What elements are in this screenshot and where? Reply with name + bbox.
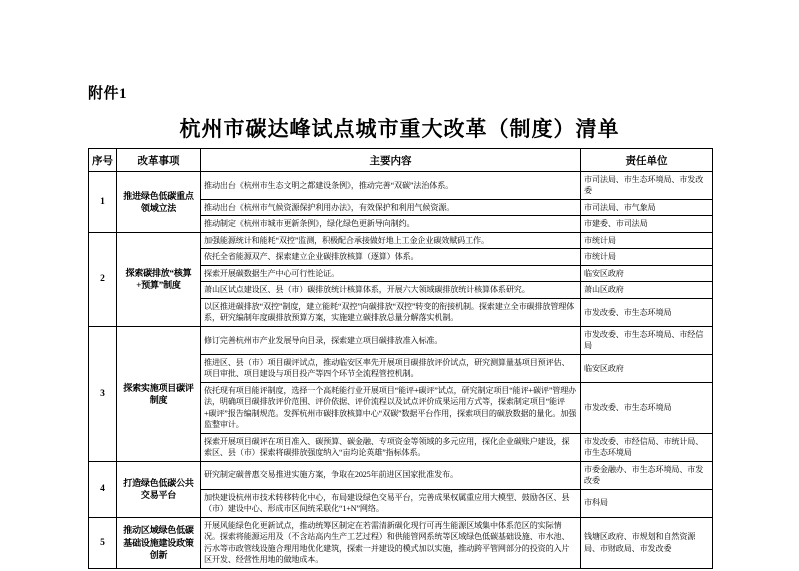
main-content-paragraph: 修订完善杭州市产业发展导向目录，探索建立项目碳排放准入标准。 — [204, 335, 443, 345]
main-content-paragraph: 探索开展碳数据生产中心可行性论证。 — [204, 268, 340, 278]
main-content-paragraph: 加强能源统计和能耗“双控”监测，积极配合承接做好地上工金企业碳效赋码工作。 — [204, 235, 489, 245]
table-row — [89, 232, 713, 248]
table-row — [89, 461, 713, 489]
main-content-paragraph: 推动出台《杭州市气候资源保护利用办法》，有效保护和利用气候资源。 — [204, 202, 455, 212]
main-content-paragraph: 萧山区试点建设区、县（市）碳排放统计核算体系，开展六大领域碳排放统计核算体系研究。 — [204, 285, 530, 295]
cell-main-content — [201, 249, 581, 265]
page-title: 杭州市碳达峰试点城市重大改革（制度）清单 — [179, 117, 620, 141]
cell-reform-item: 打造绿色低碳公共交易平台 — [117, 461, 201, 517]
table-header-row — [89, 149, 713, 172]
cell-responsible-unit — [581, 326, 713, 354]
responsible-unit-paragraph: 市发改委、市生态环境局 — [584, 307, 672, 317]
responsible-unit-paragraph: 萧山区政府 — [584, 285, 624, 295]
cell-main-content — [201, 461, 581, 489]
cell-row-number: 3 — [89, 326, 117, 461]
cell-responsible-unit — [581, 489, 713, 517]
main-content-paragraph: 依托现有项目能评制度，选择一个高耗能行业开展项目“能评+碳评”试点，研究制定项目“能评+碳评”管理办法，明确项目碳排放评价范围、评价依据、评价流程以及试点评价成果运用方式等，探索制定项目“能评+碳评”报告编制规范。发挥杭州市碳排放核算中心“双碳”数据平台作用，探索项目的碳放数据的量化。加强监整审计。 — [204, 385, 577, 430]
main-content-paragraph: 推进区、县（市）项目碳评试点，推动临安区率先开展项目碳排放评价试点，研究测算量基项目预评估、项目审批、项目建设与项目投产等四个环节全流程管控机制。 — [204, 357, 570, 379]
cell-main-content — [201, 216, 581, 232]
cell-main-content — [201, 232, 581, 248]
cell-responsible-unit — [581, 172, 713, 200]
responsible-unit-paragraph: 临安区政府 — [584, 363, 624, 373]
responsible-unit-paragraph: 市委金融办、市生态环境局、市发改委 — [584, 464, 704, 486]
cell-reform-item: 探索碳排放“核算+预算”制度 — [117, 232, 201, 326]
reform-list-table — [88, 148, 713, 569]
table-row — [89, 326, 713, 354]
cell-row-number: 2 — [89, 232, 117, 326]
responsible-unit-paragraph: 市发改委、市生态环境局 — [584, 403, 672, 412]
cell-main-content — [201, 265, 581, 281]
table-body — [89, 172, 713, 569]
main-content-paragraph: 推动出台《杭州市生态文明之都建设条例》，推动完善“双碳”法治体系。 — [204, 180, 454, 190]
cell-reform-item: 推动区域绿色低碳基础设施建设政策创新 — [117, 517, 201, 568]
cell-responsible-unit — [581, 265, 713, 281]
main-content-paragraph: 依托全省能源双产、探索建立企业碳排放核算（逐算）体系。 — [204, 252, 419, 262]
cell-main-content — [201, 382, 581, 433]
cell-responsible-unit — [581, 461, 713, 489]
cell-main-content — [201, 298, 581, 326]
cell-responsible-unit — [581, 232, 713, 248]
cell-main-content — [201, 489, 581, 517]
reform-list-table-wrapper — [88, 148, 712, 569]
responsible-unit-paragraph: 市建委、市司法局 — [584, 219, 648, 229]
cell-main-content — [201, 433, 581, 461]
main-content-paragraph: 推动制定《杭州市城市更新条例》，绿化绿色更新导向制约。 — [204, 219, 415, 229]
cell-responsible-unit — [581, 249, 713, 265]
responsible-unit-paragraph: 临安区政府 — [584, 268, 624, 278]
cell-responsible-unit — [581, 282, 713, 298]
cell-row-number: 1 — [89, 172, 117, 233]
responsible-unit-paragraph: 市科局 — [584, 498, 608, 508]
cell-row-number: 4 — [89, 461, 117, 517]
cell-responsible-unit — [581, 382, 713, 433]
responsible-unit-paragraph: 市发改委、市生态环境局、市经信局 — [584, 329, 704, 351]
column-header-num: 序号 — [89, 149, 117, 172]
cell-responsible-unit — [581, 199, 713, 215]
cell-main-content — [201, 172, 581, 200]
cell-responsible-unit — [581, 517, 713, 568]
cell-responsible-unit — [581, 298, 713, 326]
main-content-paragraph: 加快建设杭州市技术转移转化中心，布局建设绿色交易平台，完善成果权属重应用大模型、鼓励各区、县（市）建设中心、形成市区间统采联化“1+N”网络。 — [204, 492, 570, 514]
responsible-unit-paragraph: 钱塘区政府、市规划和自然资源局、市财政局、市发改委 — [584, 532, 696, 553]
column-header-main: 主要内容 — [201, 149, 581, 172]
main-content-paragraph: 探索开展项目碳评在项目准入、碳预算、碳金融、专项资金等领域的多元应用，探化企业碳账户建设，探索区、县（市）探索将碳排放强度纳入“亩均论英雄”指标体系。 — [204, 436, 570, 458]
cell-main-content — [201, 282, 581, 298]
table-row — [89, 172, 713, 200]
table-row — [89, 517, 713, 568]
cell-main-content — [201, 517, 581, 568]
cell-reform-item: 探索实施项目碳评制度 — [117, 326, 201, 461]
cell-responsible-unit — [581, 216, 713, 232]
column-header-resp: 责任单位 — [581, 149, 713, 172]
cell-main-content — [201, 354, 581, 382]
main-content-paragraph: 以区推进碳排放“双控”制度，建立能耗“双控”向碳排放“双控”转变的衔接机制。探索建立全市碳排放管理体系，研究编制年度碳排放预算方案，实施建立碳排放总量分解落实机制。 — [204, 301, 575, 323]
responsible-unit-paragraph: 市发改委、市经信局、市统计局、市生态环境局 — [584, 436, 704, 458]
column-header-item: 改革事项 — [117, 149, 201, 172]
cell-responsible-unit — [581, 433, 713, 461]
responsible-unit-paragraph: 市司法局、市气象局 — [584, 202, 656, 212]
main-content-paragraph: 研究制定碳普惠交易推进实施方案，争取在2025年前进区国家批准发布。 — [204, 470, 458, 480]
responsible-unit-paragraph: 市司法局、市生态环境局、市发改委 — [584, 175, 704, 196]
attachment-label: 附件1 — [88, 86, 128, 102]
cell-main-content — [201, 199, 581, 215]
cell-main-content — [201, 326, 581, 354]
responsible-unit-paragraph: 市统计局 — [584, 235, 616, 245]
cell-row-number: 5 — [89, 517, 117, 568]
cell-responsible-unit — [581, 354, 713, 382]
main-content-paragraph: 开展风能绿色化更新试点，推动统筹区制定在若需清新碳化现行可再生能源区域集中体系范区的实际情况。探索将能源运用及（不含站高内生产工艺过程）和供能管网系统等区域绿色低碳基础设施、市水池、污水等市政管线设施合理用地优化建筑，探索一并建设的模式加以实施，推动跨平管网部分的投资的入片区开发、经营性用地的做地成本。 — [204, 520, 570, 565]
responsible-unit-paragraph: 市统计局 — [584, 252, 616, 262]
cell-reform-item: 推进绿色低碳重点领域立法 — [117, 172, 201, 233]
